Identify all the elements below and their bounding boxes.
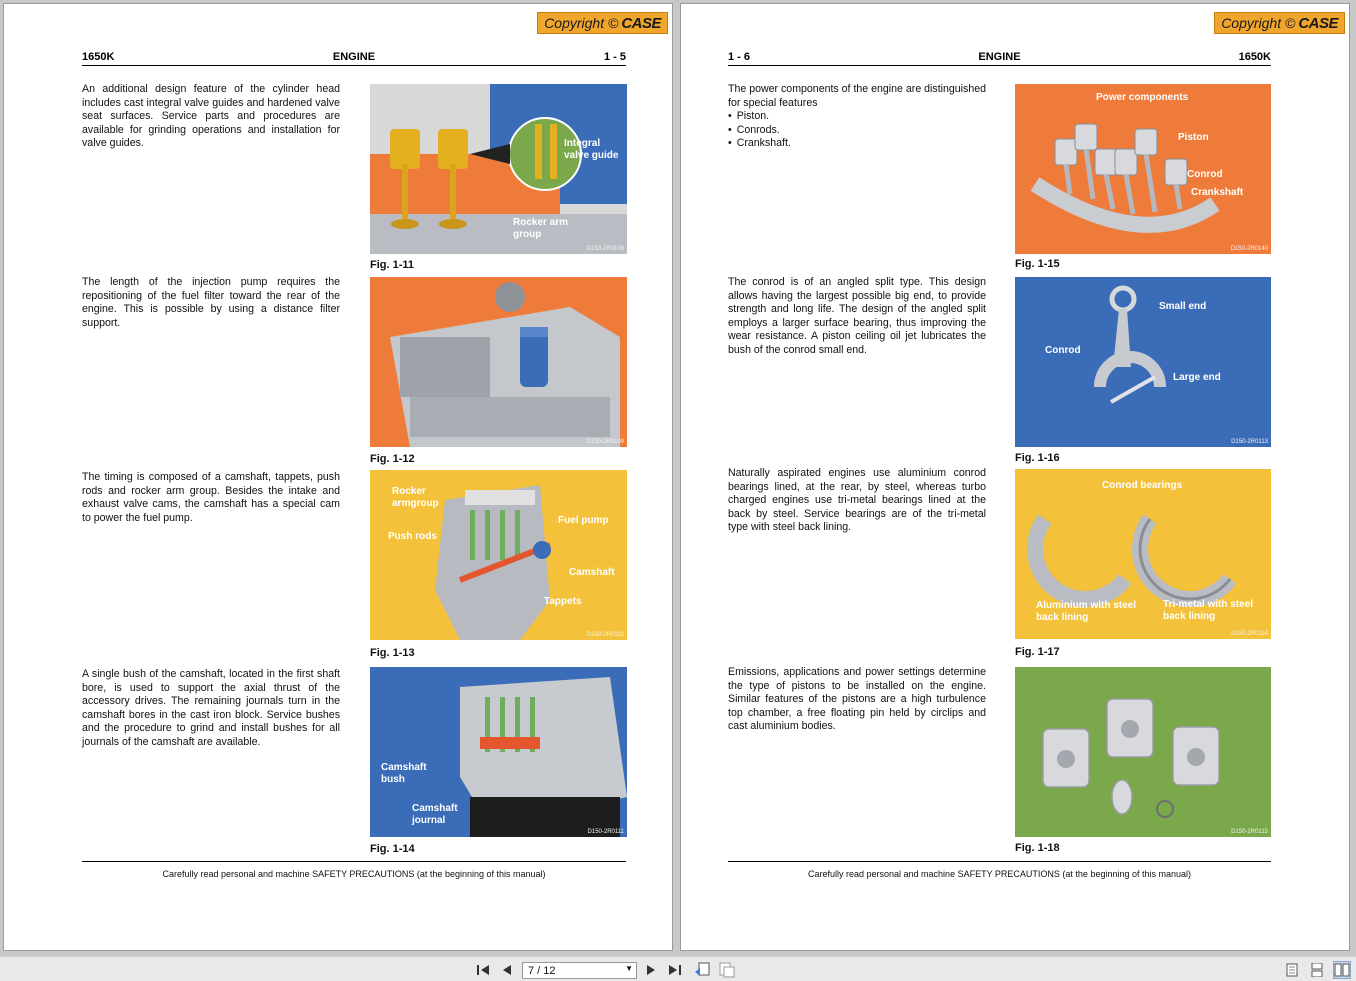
page-number-input[interactable]: [522, 962, 637, 979]
previous-page-icon[interactable]: [499, 962, 515, 978]
header-page-number: 1 - 6: [728, 51, 751, 63]
header-page-number: 1 - 5: [603, 51, 626, 63]
label-rocker-armgroup: Rocker armgroup: [392, 486, 439, 509]
bullet-item: • Crankshaft.: [728, 137, 986, 151]
label-conrod-bearings: Conrod bearings: [1102, 480, 1183, 491]
page-header: [728, 50, 1271, 66]
conrod-illustration: [1015, 277, 1271, 447]
copyright-badge: [537, 12, 668, 34]
header-model: 1650K: [1238, 51, 1271, 63]
paragraph-injection-pump: The length of the injection pump requires the repositioning of the fuel filter toward the rear of the engine. This is possible by using a distance filter support.: [82, 276, 340, 329]
label-large-end: Large end: [1173, 372, 1221, 383]
figure-code: D150-2R0108: [586, 246, 624, 252]
paragraph-timing: The timing is composed of a camshaft, tappets, push rods and rocker arm group. Besides the intake and exhaust valve cams, the camshaft has a special cam to power the fuel pump.: [82, 471, 340, 524]
label-power-components: Power components: [1096, 92, 1189, 103]
figure-caption: Fig. 1-11: [370, 259, 415, 271]
header-section: ENGINE: [332, 51, 376, 63]
figure-1-18: [1015, 667, 1271, 837]
paragraph-cylinder-head: An additional design feature of the cylinder head includes cast integral valve guides and hardened valve seat surfaces. Service parts and procedures are available for grinding operations and installation for valve guides.: [82, 83, 340, 150]
label-aluminium-bearing: Aluminium with steel back lining: [1036, 600, 1137, 623]
label-rocker-arm-group: Rocker arm group: [513, 217, 569, 240]
figure-caption: Fig. 1-16: [1015, 452, 1060, 464]
case-logo: CASE: [1298, 14, 1338, 32]
label-conrod: Conrod: [1045, 345, 1081, 356]
label-camshaft: Camshaft: [569, 567, 615, 578]
label-conrod: Conrod: [1187, 169, 1223, 180]
page-footer: Carefully read personal and machine SAFETY PRECAUTIONS (at the beginning of this manual): [82, 861, 626, 879]
copyright-text: Copyright ©: [544, 15, 619, 31]
pistons-illustration: [1015, 667, 1271, 837]
right-page: [680, 3, 1350, 951]
figure-code: D150-2R0113: [1231, 439, 1268, 445]
label-crankshaft: Crankshaft: [1191, 187, 1244, 198]
last-page-icon[interactable]: [667, 962, 683, 978]
camshaft-bush-illustration: [370, 667, 627, 837]
chevron-down-icon[interactable]: ▼: [625, 964, 633, 973]
label-tappets: Tappets: [544, 596, 582, 607]
previous-view-icon[interactable]: [694, 962, 710, 978]
figure-caption: Fig. 1-15: [1015, 258, 1060, 270]
figure-caption: Fig. 1-12: [370, 453, 415, 465]
page-footer: Carefully read personal and machine SAFETY PRECAUTIONS (at the beginning of this manual): [728, 861, 1271, 879]
figure-code: D150-2R0110: [587, 632, 624, 638]
paragraph-pistons: Emissions, applications and power settings determine the type of pistons to be installed on the engine. Similar features of the pistons are a high turbulence top chamber, a free floating pin held by circlips and cast aluminium bodies.: [728, 666, 986, 733]
label-camshaft-journal: Camshaft journal: [412, 803, 458, 826]
figure-code: D150-2R0109: [586, 439, 624, 445]
bullet-item: • Conrods.: [728, 124, 986, 138]
two-page-view-icon[interactable]: [1333, 961, 1351, 979]
figure-caption: Fig. 1-17: [1015, 646, 1060, 658]
label-camshaft-bush: Camshaft bush: [381, 762, 427, 785]
figure-code: D150-2R0114: [1231, 631, 1268, 637]
first-page-icon[interactable]: [475, 962, 491, 978]
paragraph-conrod: The conrod is of an angled split type. This design allows having the largest possible big end, to provide strength and long life. The design of the angled split employs a larger surface bearing, thus improving the wear resistance. A piston ceiling oil jet lubricates the bush of the conrod small end.: [728, 276, 986, 356]
paragraph-text: The power components of the engine are distinguished for special features: [728, 83, 986, 109]
label-integral-valve-guide: Integral valve guide: [564, 138, 619, 161]
label-small-end: Small end: [1159, 301, 1207, 312]
figure-caption: Fig. 1-14: [370, 843, 415, 855]
bullet-item: • Piston.: [728, 110, 986, 124]
power-components-illustration: [1015, 84, 1271, 254]
figure-code: D150-2R0111: [587, 829, 624, 835]
label-tri-metal-bearing: Tri-metal with steel back lining: [1163, 599, 1254, 622]
figure-1-17: [1015, 469, 1271, 639]
paragraph-camshaft-bush: A single bush of the camshaft, located in the first shaft bore, is used to support the axial thrust of the accessory drives. The remaining journals turn in the camshaft bores in the cast iron block. Service bushes and the procedure to grind and install bushes for all journals of the camshaft are available.: [82, 668, 340, 748]
figure-1-16: [1015, 277, 1271, 447]
figure-1-13: [370, 470, 627, 640]
header-section: ENGINE: [978, 51, 1021, 63]
label-push-rods: Push rods: [388, 531, 437, 542]
single-page-view-icon[interactable]: [1283, 961, 1301, 979]
copyright-badge: [1214, 12, 1345, 34]
figure-1-12: [370, 277, 627, 447]
injection-pump-illustration: [370, 277, 627, 447]
label-fuel-pump: Fuel pump: [558, 515, 609, 526]
continuous-view-icon[interactable]: [1308, 961, 1326, 979]
label-piston: Piston: [1178, 132, 1209, 143]
figure-caption: Fig. 1-18: [1015, 842, 1060, 854]
figure-1-11: [370, 84, 627, 254]
figure-code: D150-2R0140: [1230, 246, 1268, 252]
paragraph-power-components: [728, 83, 986, 151]
left-page: [3, 3, 673, 951]
figure-code: D150-2R0115: [1231, 829, 1268, 835]
paragraph-conrod-bearings: Naturally aspirated engines use aluminium conrod bearings lined, at the rear, by steel, whereas turbo charged engines use tri-metal bearings lined at the back by steel. Service bearings are of the tri-metal type with steel back lining.: [728, 467, 986, 534]
page-header: [82, 50, 626, 66]
cylinder-head-illustration: [370, 84, 627, 254]
figure-1-15: [1015, 84, 1271, 254]
figure-caption: Fig. 1-13: [370, 647, 415, 659]
next-page-icon[interactable]: [643, 962, 659, 978]
bullet-list: [728, 110, 986, 151]
viewer-toolbar: [0, 956, 1356, 981]
next-view-icon[interactable]: [719, 962, 735, 978]
figure-1-14: [370, 667, 627, 837]
copyright-text: Copyright ©: [1221, 15, 1296, 31]
page-indicator: 7 / 12: [528, 964, 556, 977]
case-logo: CASE: [621, 14, 661, 32]
header-model: 1650K: [82, 51, 115, 63]
